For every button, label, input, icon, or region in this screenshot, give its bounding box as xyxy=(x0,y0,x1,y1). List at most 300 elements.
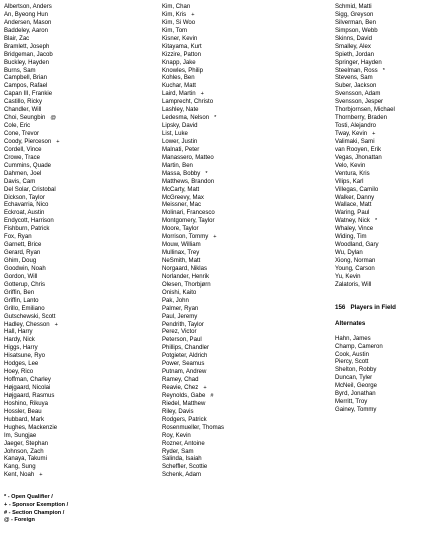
player-name: Hoshino, Rikuya xyxy=(4,400,49,407)
player-name: Johnson, Zach xyxy=(4,448,44,455)
player-name: Griffin, Lanto xyxy=(4,297,39,304)
columns.col2-entry xyxy=(162,314,224,322)
columns.col2-entry xyxy=(162,210,224,218)
columns.col3-entry xyxy=(335,274,396,282)
player-name: Zalatoris, Will xyxy=(335,281,372,288)
columns.col2-entry xyxy=(162,377,224,385)
alternates-list xyxy=(335,336,396,415)
columns.col1-entry xyxy=(4,385,60,393)
player-name: Del Solar, Cristobal xyxy=(4,186,56,193)
player-status-mark: * xyxy=(205,170,208,177)
player-name: Ryder, Sam xyxy=(162,448,194,455)
columns.col1-entry xyxy=(4,195,60,203)
columns.col2-entry xyxy=(162,282,224,290)
player-name: Shelton, Robby xyxy=(335,367,377,374)
player-name: Hisatsune, Ryo xyxy=(4,353,46,360)
player-name: Garnett, Brice xyxy=(4,242,42,249)
columns.col2-entry xyxy=(162,195,224,203)
player-status-mark: * xyxy=(382,67,385,74)
player-name: Kizzire, Patton xyxy=(162,51,201,58)
columns.col3-entry xyxy=(335,99,396,107)
player-name: Schmid, Matti xyxy=(335,4,372,10)
columns.col2-entry xyxy=(162,393,224,401)
columns.col3-entry xyxy=(335,163,396,171)
columns.col2-entry xyxy=(162,115,224,123)
player-name: Martin, Ben xyxy=(162,162,193,169)
player-name: Ventura, Kris xyxy=(335,170,370,177)
player-name: Yu, Kevin xyxy=(335,273,361,280)
player-status-mark: + xyxy=(200,91,204,98)
player-name: Cone, Trevor xyxy=(4,131,39,137)
player-name: Watney, Nick xyxy=(335,218,370,225)
player-name: Potgieter, Aldrich xyxy=(162,353,208,360)
columns.col2-entry xyxy=(162,464,224,472)
columns.col1-entry xyxy=(4,226,60,234)
columns.col1-entry xyxy=(4,266,60,274)
player-name: Kisner, Kevin xyxy=(162,35,198,42)
legend xyxy=(4,494,68,525)
player-name: Pak, John xyxy=(162,297,189,304)
player-name: Suber, Jackson xyxy=(335,83,377,90)
alternates-entry xyxy=(335,375,396,383)
player-name: Rodgers, Patrick xyxy=(162,416,207,423)
columns.col3-entry xyxy=(335,202,396,210)
columns.col3-entry xyxy=(335,36,396,44)
columns.col1-entry xyxy=(4,202,60,210)
player-status-mark: @ xyxy=(50,115,57,122)
player-name: Cummins, Quade xyxy=(4,162,52,169)
columns.col1-entry xyxy=(4,377,60,385)
columns.col3-entry xyxy=(335,155,396,163)
columns.col2-entry xyxy=(162,441,224,449)
player-name: Mouw, William xyxy=(162,242,201,249)
player-name: Ghim, Doug xyxy=(4,258,37,264)
columns.col2-entry xyxy=(162,417,224,425)
columns.col1-entry xyxy=(4,401,60,409)
columns.col1-entry xyxy=(4,361,60,369)
columns.col1-entry xyxy=(4,115,60,123)
player-name: Bridgeman, Jacob xyxy=(4,51,53,58)
columns.col2-entry xyxy=(162,123,224,131)
alternates-entry xyxy=(335,407,396,415)
player-name: Whaley, Vince xyxy=(335,226,374,233)
columns.col1-entry xyxy=(4,60,60,68)
player-name: Knapp, Jake xyxy=(162,59,196,66)
player-name: Byrd, Jonathan xyxy=(335,391,376,398)
columns.col2-entry xyxy=(162,353,224,361)
columns.col2-entry xyxy=(162,433,224,441)
columns.col3-entry xyxy=(335,242,396,250)
player-name: Merritt, Troy xyxy=(335,399,368,406)
columns.col3-entry xyxy=(335,226,396,234)
player-name: Rosenmueller, Thomas xyxy=(162,424,225,431)
columns.col1-entry xyxy=(4,298,60,306)
player-name: Lipsky, David xyxy=(162,123,198,130)
columns.col2-entry xyxy=(162,385,224,393)
columns.col1-entry xyxy=(4,369,60,377)
columns.col1-entry xyxy=(4,52,60,60)
player-name: Springer, Hayden xyxy=(335,59,382,66)
player-name: Chandler, Will xyxy=(4,107,42,114)
columns.col2-entry xyxy=(162,322,224,330)
columns.col1-entry xyxy=(4,131,60,139)
columns.col3-entry xyxy=(335,218,396,226)
columns.col3-entry xyxy=(335,187,396,195)
player-name: Norlander, Henrik xyxy=(162,273,210,280)
player-name: Andersen, Mason xyxy=(4,19,52,26)
columns.col1-entry xyxy=(4,20,60,28)
player-name: Scheffler, Scottie xyxy=(162,464,208,471)
player-name: Villegas, Camilo xyxy=(335,186,379,193)
columns.col2-entry xyxy=(162,226,224,234)
columns.col1-entry xyxy=(4,464,60,472)
columns.col1-entry xyxy=(4,68,60,76)
columns.col2-entry xyxy=(162,107,224,115)
columns.col2-entry xyxy=(162,274,224,282)
player-name: Eckroat, Austin xyxy=(4,210,45,217)
player-name: Reavie, Chez xyxy=(162,385,199,391)
columns.col1-entry xyxy=(4,250,60,258)
player-name: Kim, Si Woo xyxy=(162,19,196,26)
player-name: Paul, Jeremy xyxy=(162,313,198,320)
columns.col1-entry xyxy=(4,329,60,337)
columns.col2-entry xyxy=(162,12,224,20)
player-name: Riley, Davis xyxy=(162,408,194,415)
columns.col2-entry xyxy=(162,409,224,417)
player-name: Putnam, Andrew xyxy=(162,369,207,376)
columns.col1-entry xyxy=(4,4,60,12)
columns.col1-entry xyxy=(4,36,60,44)
player-name: Vegas, Jhonattan xyxy=(335,154,382,161)
player-name: Reynolds, Gabe xyxy=(162,392,206,399)
player-name: Thorbjornsen, Michael xyxy=(335,107,395,114)
columns.col2-entry xyxy=(162,361,224,369)
columns.col2-entry xyxy=(162,234,224,242)
player-name: Grillo, Emiliano xyxy=(4,305,45,312)
player-name: Tosti, Alejandro xyxy=(335,123,377,130)
columns.col1-entry xyxy=(4,290,60,298)
player-name: Cordell, Vince xyxy=(4,146,42,153)
columns.col2-entry xyxy=(162,131,224,139)
player-status-mark: + xyxy=(372,131,376,137)
player-name: Im, Sungjae xyxy=(4,432,37,439)
player-name: Campbell, Brian xyxy=(4,75,48,82)
columns.col3-entry xyxy=(335,282,396,290)
columns.col3-entry xyxy=(335,75,396,83)
player-name: Hoffman, Charley xyxy=(4,377,51,384)
player-name: Goodwin, Noah xyxy=(4,265,46,272)
columns.col2-entry xyxy=(162,4,224,12)
columns.col2-entry xyxy=(162,52,224,60)
player-name: Sigg, Greyson xyxy=(335,11,374,18)
player-name: Kent, Noah xyxy=(4,472,35,479)
alternates-entry xyxy=(335,367,396,375)
player-name: List, Luke xyxy=(162,131,188,137)
player-name: Gutschewski, Scott xyxy=(4,313,56,320)
player-name: Hardy, Nick xyxy=(4,337,35,344)
player-name: Kim, Chan xyxy=(162,4,191,10)
player-name: Laird, Martin xyxy=(162,91,196,98)
columns.col3-entry xyxy=(335,44,396,52)
columns.col2-entry xyxy=(162,20,224,28)
player-name: Olesen, Thorbjørn xyxy=(162,281,211,288)
columns.col2-entry xyxy=(162,163,224,171)
columns.col1-entry xyxy=(4,425,60,433)
player-name: Woodland, Gary xyxy=(335,242,379,249)
player-name: Højgaard, Rasmus xyxy=(4,392,55,399)
legend-open-qualifier: * - Open Qualifier / xyxy=(4,494,53,500)
player-name: Wallace, Matt xyxy=(335,202,372,209)
player-name: McGreevy, Max xyxy=(162,194,204,201)
player-name: Velo, Kevin xyxy=(335,162,366,169)
player-status-mark: + xyxy=(191,11,195,18)
player-name: Castillo, Ricky xyxy=(4,99,42,106)
columns.col3-entry xyxy=(335,179,396,187)
columns.col1-entry xyxy=(4,274,60,282)
player-name: Widing, Tim xyxy=(335,234,367,241)
player-name: NeSmith, Matt xyxy=(162,258,201,264)
player-column-2 xyxy=(162,4,224,480)
player-name: Kuchar, Matt xyxy=(162,83,196,90)
player-name: Roy, Kevin xyxy=(162,432,191,439)
columns.col2-entry xyxy=(162,187,224,195)
columns.col3-entry xyxy=(335,4,396,12)
columns.col2-entry xyxy=(162,28,224,36)
player-name: Blair, Zac xyxy=(4,35,30,42)
columns.col2-entry xyxy=(162,147,224,155)
columns.col1-entry xyxy=(4,179,60,187)
columns.col3-entry xyxy=(335,12,396,20)
columns.col3-entry xyxy=(335,123,396,131)
player-name: Hubbard, Mark xyxy=(4,416,44,423)
player-name: Ledesma, Nelson xyxy=(162,115,210,122)
columns.col1-entry xyxy=(4,417,60,425)
columns.col1-entry xyxy=(4,314,60,322)
player-name: Fox, Ryan xyxy=(4,234,32,241)
player-name: Davis, Cam xyxy=(4,178,36,185)
columns.col3-entry xyxy=(335,83,396,91)
columns.col2-entry xyxy=(162,36,224,44)
player-name: Vilips, Karl xyxy=(335,178,364,185)
player-name: Echavarria, Nico xyxy=(4,202,49,209)
columns.col3-entry xyxy=(335,258,396,266)
columns.col2-entry xyxy=(162,99,224,107)
columns.col3-entry xyxy=(335,60,396,68)
field-count: 156 xyxy=(335,303,346,311)
player-name: Molinari, Francesco xyxy=(162,210,215,217)
legend-sponsor-exemption: + - Sponsor Exemption / xyxy=(4,501,69,508)
player-name: Kitayama, Kurt xyxy=(162,43,202,50)
player-name: Knowles, Philip xyxy=(162,67,204,74)
player-name: Buckley, Hayden xyxy=(4,59,49,66)
player-name: Kim, Kris xyxy=(162,11,187,18)
columns.col1-entry xyxy=(4,123,60,131)
player-name: Hahn, James xyxy=(335,335,371,342)
player-name: Massa, Bobby xyxy=(162,170,201,177)
player-name: Xiong, Norman xyxy=(335,258,376,264)
player-status-mark: # xyxy=(210,392,214,399)
player-name: Thornberry, Braden xyxy=(335,115,387,122)
player-name: Meissner, Mac xyxy=(162,202,201,209)
columns.col1-entry xyxy=(4,433,60,441)
columns.col2-entry xyxy=(162,250,224,258)
columns.col1-entry xyxy=(4,441,60,449)
columns.col1-entry xyxy=(4,187,60,195)
columns.col2-entry xyxy=(162,290,224,298)
player-name: Griffin, Ben xyxy=(4,289,35,296)
columns.col2-entry xyxy=(162,401,224,409)
player-name: Piercy, Scott xyxy=(335,359,369,366)
player-name: Kim, Tom xyxy=(162,27,188,34)
columns.col2-entry xyxy=(162,425,224,433)
columns.col2-entry xyxy=(162,258,224,266)
columns.col3-entry xyxy=(335,147,396,155)
player-name: McCarty, Matt xyxy=(162,186,200,193)
player-name: Waring, Paul xyxy=(335,210,370,217)
player-name: Kanaya, Takumi xyxy=(4,456,47,463)
columns.col1-entry xyxy=(4,322,60,330)
player-name: Capan III, Frankie xyxy=(4,91,53,98)
columns.col2-entry xyxy=(162,337,224,345)
columns.col3-entry xyxy=(335,68,396,76)
player-column-1 xyxy=(4,4,60,480)
player-name: Young, Carson xyxy=(335,265,375,272)
columns.col1-entry xyxy=(4,12,60,20)
legend-section-champion: # - Section Champion / xyxy=(4,509,65,516)
player-name: Stevens, Sam xyxy=(335,75,373,82)
columns.col1-entry xyxy=(4,147,60,155)
alternates-entry xyxy=(335,359,396,367)
player-name: Higgs, Harry xyxy=(4,345,38,352)
player-name: Power, Seamus xyxy=(162,361,205,368)
player-name: McNeil, George xyxy=(335,383,378,390)
columns.col1-entry xyxy=(4,409,60,417)
columns.col3-entry xyxy=(335,20,396,28)
player-name: Gordon, Will xyxy=(4,273,38,280)
columns.col3-entry xyxy=(335,139,396,147)
alternates-heading: Alternates xyxy=(335,319,366,327)
player-name: Palmer, Ryan xyxy=(162,305,199,312)
player-name: Gainey, Tommy xyxy=(335,407,377,414)
player-name: Morrison, Tommy xyxy=(162,234,209,241)
columns.col2-entry xyxy=(162,155,224,163)
columns.col1-entry xyxy=(4,258,60,266)
player-name: Campos, Rafael xyxy=(4,83,48,90)
player-name: Wu, Dylan xyxy=(335,250,363,257)
player-status-mark: + xyxy=(54,321,58,328)
columns.col2-entry xyxy=(162,345,224,353)
columns.col1-entry xyxy=(4,393,60,401)
player-name: Coody, Pierceson xyxy=(4,138,52,145)
columns.col1-entry xyxy=(4,75,60,83)
player-name: An, Byeong Hun xyxy=(4,11,49,18)
player-name: Hoey, Rico xyxy=(4,369,34,376)
player-name: Valimaki, Sami xyxy=(335,138,375,145)
player-name: van Rooyen, Erik xyxy=(335,146,382,153)
player-name: Mullinax, Trey xyxy=(162,250,200,257)
player-name: Tway, Kevin xyxy=(335,131,368,137)
player-name: Dahmen, Joel xyxy=(4,170,42,177)
columns.col1-entry xyxy=(4,171,60,179)
player-name: Gerard, Ryan xyxy=(4,250,41,257)
columns.col1-entry xyxy=(4,107,60,115)
player-name: Lower, Justin xyxy=(162,138,198,145)
player-name: Burns, Sam xyxy=(4,67,36,74)
columns.col3-entry xyxy=(335,91,396,99)
player-name: Malnati, Peter xyxy=(162,146,200,153)
player-name: Choi, Seungbin xyxy=(4,115,46,122)
player-list-3 xyxy=(335,4,396,290)
field-count-label: Players in Field xyxy=(350,303,396,311)
player-name: Manassero, Matteo xyxy=(162,154,214,161)
player-name: Albertson, Anders xyxy=(4,4,52,10)
columns.col1-entry xyxy=(4,353,60,361)
player-name: Peterson, Paul xyxy=(162,337,202,344)
columns.col2-entry xyxy=(162,139,224,147)
columns.col2-entry xyxy=(162,202,224,210)
player-name: Gotterup, Chris xyxy=(4,281,45,288)
columns.col2-entry xyxy=(162,369,224,377)
columns.col2-entry xyxy=(162,68,224,76)
player-name: Ramey, Chad xyxy=(162,377,199,384)
columns.col2-entry xyxy=(162,298,224,306)
columns.col1-entry xyxy=(4,44,60,52)
columns.col2-entry xyxy=(162,218,224,226)
player-name: Perez, Victor xyxy=(162,329,197,336)
legend-foreign: @ - Foreign xyxy=(4,517,35,524)
player-name: Hodges, Lee xyxy=(4,361,39,368)
columns.col1-entry xyxy=(4,218,60,226)
columns.col3-entry xyxy=(335,210,396,218)
columns.col3-entry xyxy=(335,107,396,115)
player-name: Smalley, Alex xyxy=(335,43,371,50)
player-name: Matthews, Brandon xyxy=(162,178,215,185)
player-name: Pendrith, Taylor xyxy=(162,321,204,328)
player-name: Endycott, Harrison xyxy=(4,218,54,225)
columns.col1-entry xyxy=(4,242,60,250)
player-name: Lashley, Nate xyxy=(162,107,199,114)
player-status-mark: + xyxy=(39,472,43,479)
columns.col1-entry xyxy=(4,472,60,480)
alternates-entry xyxy=(335,399,396,407)
player-name: Kohles, Ben xyxy=(162,75,195,82)
columns.col1-entry xyxy=(4,99,60,107)
field-count-heading xyxy=(335,304,396,312)
player-status-mark: + xyxy=(213,234,217,241)
player-name: Salinda, Isaiah xyxy=(162,456,202,463)
player-name: Simpson, Webb xyxy=(335,27,378,34)
columns.col2-entry xyxy=(162,171,224,179)
columns.col2-entry xyxy=(162,472,224,480)
columns.col1-entry xyxy=(4,456,60,464)
player-name: Norgaard, Niklas xyxy=(162,265,208,272)
columns.col3-entry xyxy=(335,250,396,258)
player-name: Cole, Eric xyxy=(4,123,31,130)
alternates-entry xyxy=(335,336,396,344)
player-name: Onishi, Kaito xyxy=(162,289,197,296)
player-name: Dickson, Taylor xyxy=(4,194,45,201)
columns.col1-entry xyxy=(4,155,60,163)
player-name: Baddeley, Aaron xyxy=(4,27,48,34)
columns.col2-entry xyxy=(162,91,224,99)
columns.col3-entry xyxy=(335,115,396,123)
columns.col3-entry xyxy=(335,234,396,242)
alternates-entry xyxy=(335,352,396,360)
player-status-mark: + xyxy=(56,138,60,145)
columns.col2-entry xyxy=(162,83,224,91)
columns.col1-entry xyxy=(4,306,60,314)
columns.col3-entry xyxy=(335,195,396,203)
